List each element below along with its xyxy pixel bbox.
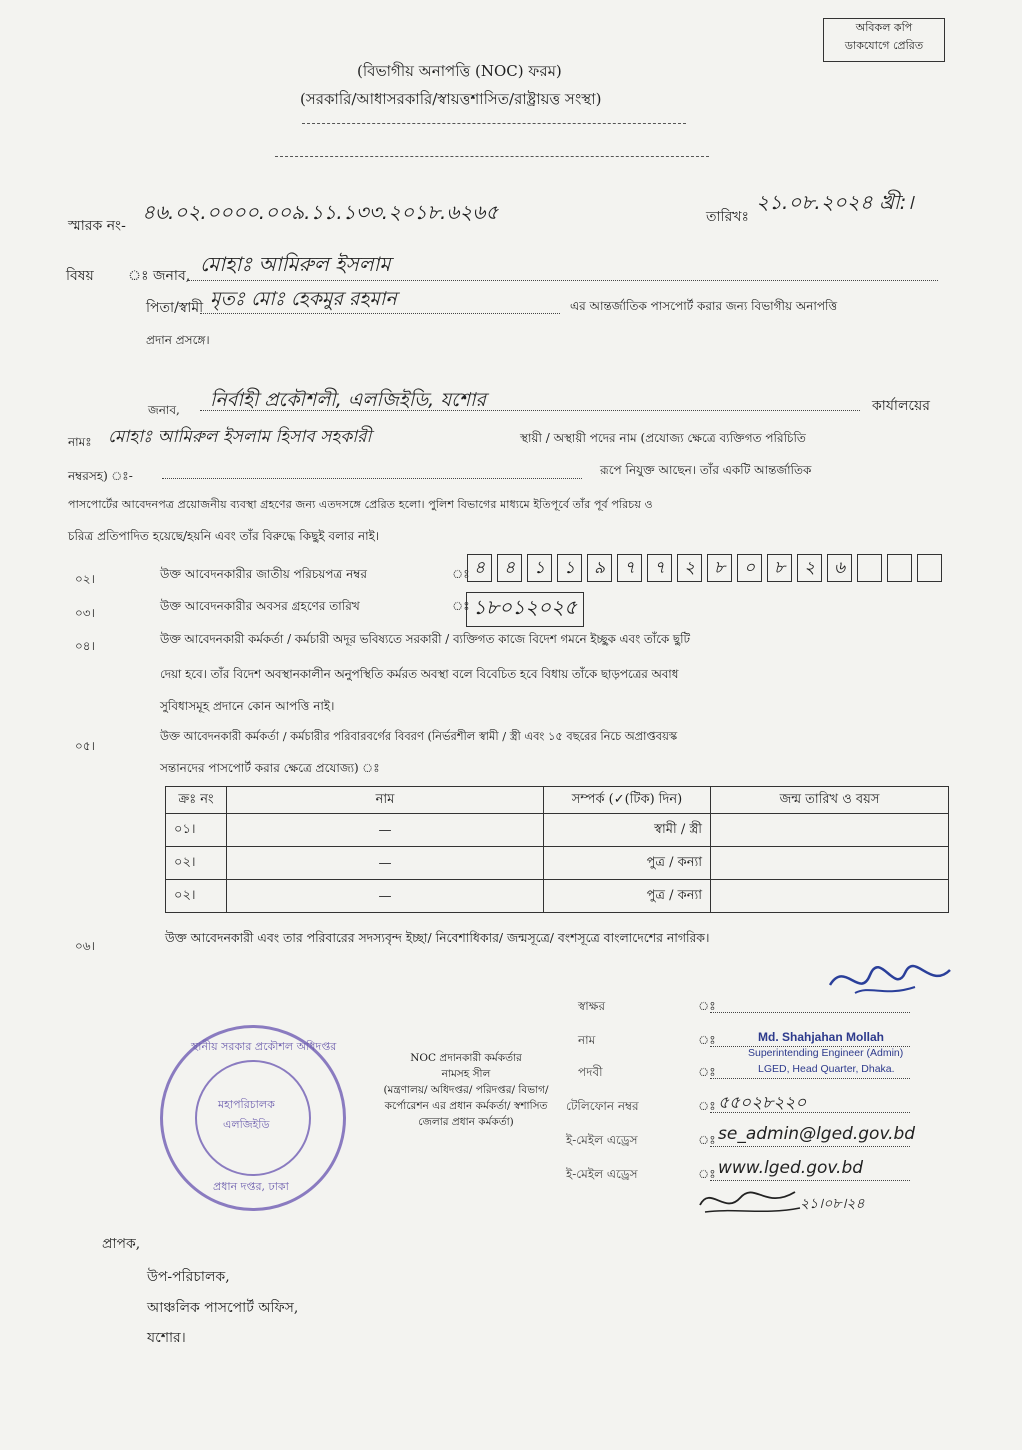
body-janab: জনাব, xyxy=(148,403,180,417)
sig-line-3 xyxy=(710,1078,910,1079)
form-subtitle: (সরকারি/আধাসরকারি/স্বায়ত্তশাসিত/রাষ্ট্রায়ত্ত সংস্থা) xyxy=(300,90,602,108)
col-serial: ক্রঃ নং xyxy=(166,787,227,814)
item-3-number: ০৩। xyxy=(75,606,95,620)
row-dob xyxy=(711,814,949,847)
row-name: — xyxy=(227,814,544,847)
nid-digit-box: ৪ xyxy=(497,554,522,582)
row-serial: ০১। xyxy=(166,814,227,847)
sig-label-signature: স্বাক্ষর xyxy=(578,999,606,1013)
copy-stamp-line1: অবিকল কপি xyxy=(855,21,913,34)
sig-label-email: ই-মেইল এড্রেস xyxy=(566,1133,638,1147)
row-relation: পুত্র / কন্যা xyxy=(544,880,711,913)
nid-digit-box: ৪ xyxy=(467,554,492,582)
nid-digit-box: ৭ xyxy=(647,554,672,582)
nid-digit-box: ২ xyxy=(797,554,822,582)
signatory-email: se_admin@lged.gov.bd xyxy=(718,1124,916,1144)
nid-digit-box: ১ xyxy=(527,554,552,582)
recipient-line-1: উপ-পরিচালক, xyxy=(147,1269,230,1285)
copy-stamp xyxy=(823,18,945,62)
row-serial: ০২। xyxy=(166,847,227,880)
nid-digit-box: ৮ xyxy=(767,554,792,582)
row-name: — xyxy=(227,880,544,913)
caption-line: নামসহ সীল xyxy=(441,1068,491,1080)
item-5-number: ০৫। xyxy=(75,739,95,753)
item-4-line2: দেয়া হবে। তাঁর বিদেশ অবস্থানকালীন অনুপস্থিতি কর্মরত অবস্থা বলে বিবেচিত হবে বিধায় তাঁকে ছাড়পত্রের অবাধ xyxy=(160,667,679,681)
nid-digit-box xyxy=(917,554,942,582)
col-name: নাম xyxy=(227,787,544,814)
sig-label-name: নাম xyxy=(578,1033,596,1047)
subject-line-2: প্রদান প্রসঙ্গে। xyxy=(146,333,210,347)
sig-colon-5: ঃ xyxy=(698,1133,716,1147)
body-line5: চরিত্র প্রতিপাদিত হয়েছে/হয়নি এবং তাঁর বিরুদ্ধে কিছুই বলার নাই। xyxy=(68,529,380,543)
caption-line: NOC প্রদানকারী কর্মকর্তার xyxy=(410,1052,522,1064)
recipient-line-2: আঞ্চলিক পাসপোর্ট অফিস, xyxy=(147,1300,299,1316)
body-line3-start: নম্বরসহ) ঃ- xyxy=(68,469,133,483)
signature-graphic xyxy=(825,955,955,1005)
item-3-text: উক্ত আবেদনকারীর অবসর গ্রহণের তারিখ xyxy=(160,599,360,613)
sig-colon-1: ঃ xyxy=(698,999,716,1013)
row-dob xyxy=(711,880,949,913)
body-office-line xyxy=(200,410,860,411)
recipient-label: প্রাপক, xyxy=(102,1236,141,1252)
noc-officer-caption xyxy=(366,1050,566,1130)
table-row xyxy=(166,814,949,847)
item-6-number: ০৬। xyxy=(75,939,95,953)
nid-digit-box: ৭ xyxy=(617,554,642,582)
row-dob xyxy=(711,847,949,880)
item-2-number: ০২। xyxy=(75,572,95,586)
signatory-name: Md. Shahjahan Mollah xyxy=(758,1030,885,1044)
memo-label: স্মারক নং- xyxy=(68,218,126,234)
item-4-number: ০৪। xyxy=(75,639,95,653)
row-serial: ০২। xyxy=(166,880,227,913)
nid-digit-box: ১ xyxy=(557,554,582,582)
sig-colon-6: ঃ xyxy=(698,1167,716,1181)
office-seal xyxy=(160,1025,346,1211)
sig-colon-4: ঃ xyxy=(698,1099,716,1113)
sig-colon-3: ঃ xyxy=(698,1065,716,1079)
table-row xyxy=(166,880,949,913)
seal-ring-text: স্থানীয় সরকার প্রকৌশল অধিদপ্তর xyxy=(191,1040,337,1053)
body-line2-rest: স্থায়ী / অস্থায়ী পদের নাম (প্রযোজ্য ক্ষেত্রে ব্যক্তিগত পরিচিতি xyxy=(520,431,806,445)
header-rule-2 xyxy=(275,156,709,157)
item-2-text: উক্ত আবেদনকারীর জাতীয় পরিচয়পত্র নম্বর xyxy=(160,567,367,581)
body-office-suffix: কার্যালয়ের xyxy=(872,398,930,414)
body-office: নির্বাহী প্রকৌশলী, এলজিইডি, যশোর xyxy=(210,389,486,411)
subject-line-end: এর আন্তর্জাতিক পাসপোর্ট করার জন্য বিভাগীয় অনাপত্তি xyxy=(570,299,838,313)
nid-digit-box xyxy=(857,554,882,582)
caption-line: (মন্ত্রণালয়/ অধিদপ্তর/ পরিদপ্তর/ বিভাগ/ xyxy=(383,1084,549,1096)
father-label: পিতা/স্বামী xyxy=(146,300,204,316)
initial-signature xyxy=(695,1180,805,1220)
father-name-line xyxy=(200,313,560,314)
nid-digit-box xyxy=(887,554,912,582)
item-6-text: উক্ত আবেদনকারী এবং তার পরিবারের সদস্যবৃন্দ ইচ্ছা/ নিবেশাধিকার/ জন্মসূত্রে/ বংশসূত্রে বাংলাদেশের নাগরিক। xyxy=(165,930,710,945)
subject-name: মোহাঃ আমিরুল ইসলাম xyxy=(200,252,391,276)
signatory-website: www.lged.gov.bd xyxy=(718,1158,864,1178)
copy-stamp-line2: ডাকযোগে প্রেরিত xyxy=(844,39,924,52)
item-5-line1: উক্ত আবেদনকারী কর্মকর্তা / কর্মচারীর পরিবারবর্গের বিবরণ (নির্ভরশীল স্বামী / স্ত্রী এবং ১৫ বছরের নিচে অপ্রাপ্তবয়স্ক xyxy=(160,729,678,743)
father-name: মৃতঃ মোঃ হেকমুর রহমান xyxy=(210,288,397,310)
family-table-header xyxy=(166,787,949,814)
nid-digit-box: ৯ xyxy=(587,554,612,582)
body-line3-dots xyxy=(162,478,582,479)
memo-number: ৪৬.০২.০০০০.০০৯.১১.১৩৩.২০১৮.৬২৬৫ xyxy=(142,200,499,224)
col-relation: সম্পর্ক (✓(টিক) দিন) xyxy=(544,787,711,814)
sig-label-email-2: ই-মেইল এড্রেস xyxy=(566,1167,638,1181)
signatory-designation: Superintending Engineer (Admin) xyxy=(748,1047,904,1059)
seal-bottom-text: প্রধান দপ্তর, ঢাকা xyxy=(213,1180,289,1193)
sig-line-5 xyxy=(710,1146,910,1147)
caption-line: জেলার প্রধান কর্মকর্তা) xyxy=(418,1116,514,1128)
col-dob: জন্ম তারিখ ও বয়স xyxy=(711,787,949,814)
family-table xyxy=(165,786,949,913)
signatory-phone: ৫৫০২৮২২০ xyxy=(718,1093,807,1113)
seal-inner-1: মহাপরিচালক xyxy=(218,1098,275,1111)
row-name: — xyxy=(227,847,544,880)
retirement-date: ১৮০১২০২৫ xyxy=(466,592,584,627)
row-relation: পুত্র / কন্যা xyxy=(544,847,711,880)
subject-janab: ঃ জনাব, xyxy=(128,268,191,284)
row-relation: স্বামী / স্ত্রী xyxy=(544,814,711,847)
sig-colon-2: ঃ xyxy=(698,1033,716,1047)
nid-digit-box: ০ xyxy=(737,554,762,582)
item-2-colon: ঃ xyxy=(452,567,470,581)
subject-name-line xyxy=(188,280,938,281)
table-row xyxy=(166,847,949,880)
body-name-label: নামঃ xyxy=(68,435,92,449)
sign-date: ২১।০৮।২৪ xyxy=(800,1196,865,1212)
subject-label: বিষয় xyxy=(66,268,94,284)
header-rule-1 xyxy=(302,123,686,124)
caption-line: কর্পোরেশন এর প্রধান কর্মকর্তা/ স্বশাসিত xyxy=(384,1100,548,1112)
item-4-line1: উক্ত আবেদনকারী কর্মকর্তা / কর্মচারী অদূর ভবিষ্যতে সরকারী / ব্যক্তিগত কাজে বিদেশ গমনে ইচ্ছুক এবং তাঁকে ছুটি xyxy=(160,632,690,646)
body-line3-end: রূপে নিযুক্ত আছেন। তাঁর একটি আন্তর্জাতিক xyxy=(600,463,812,477)
item-4-line3: সুবিধাসমূহ প্রদানে কোন আপত্তি নাই। xyxy=(160,699,335,713)
item-5-line2: সন্তানদের পাসপোর্ট করার ক্ষেত্রে প্রযোজ্য) ঃ xyxy=(160,761,380,775)
recipient-line-3: যশোর। xyxy=(147,1330,186,1346)
sig-label-phone: টেলিফোন নম্বর xyxy=(566,1099,639,1113)
body-name-value: মোহাঃ আমিরুল ইসলাম হিসাব সহকারী xyxy=(108,427,372,447)
body-line4: পাসপোর্টের আবেদনপত্র প্রয়োজনীয় ব্যবস্থা গ্রহণের জন্য এতদসঙ্গে প্রেরিত হলো। পুলিশ বিভাগের মাধ্যমে ইতিপূর্বে তাঁর পূর্ব পরিচয় ও xyxy=(68,498,653,511)
signatory-office: LGED, Head Quarter, Dhaka. xyxy=(758,1063,895,1075)
sig-label-designation: পদবী xyxy=(578,1065,603,1079)
nid-digit-box: ৬ xyxy=(827,554,852,582)
seal-inner-2: এলজিইডি xyxy=(223,1118,270,1131)
sig-line-1 xyxy=(710,1012,910,1013)
form-title: (বিভাগীয় অনাপত্তি (NOC) ফরম) xyxy=(357,62,562,80)
memo-date: ২১.০৮.২০২৪ খ্রী:। xyxy=(756,190,914,214)
date-label: তারিখঃ xyxy=(706,209,749,225)
item-3-colon: ঃ xyxy=(452,599,470,613)
nid-digit-box: ২ xyxy=(677,554,702,582)
nid-digit-box: ৮ xyxy=(707,554,732,582)
